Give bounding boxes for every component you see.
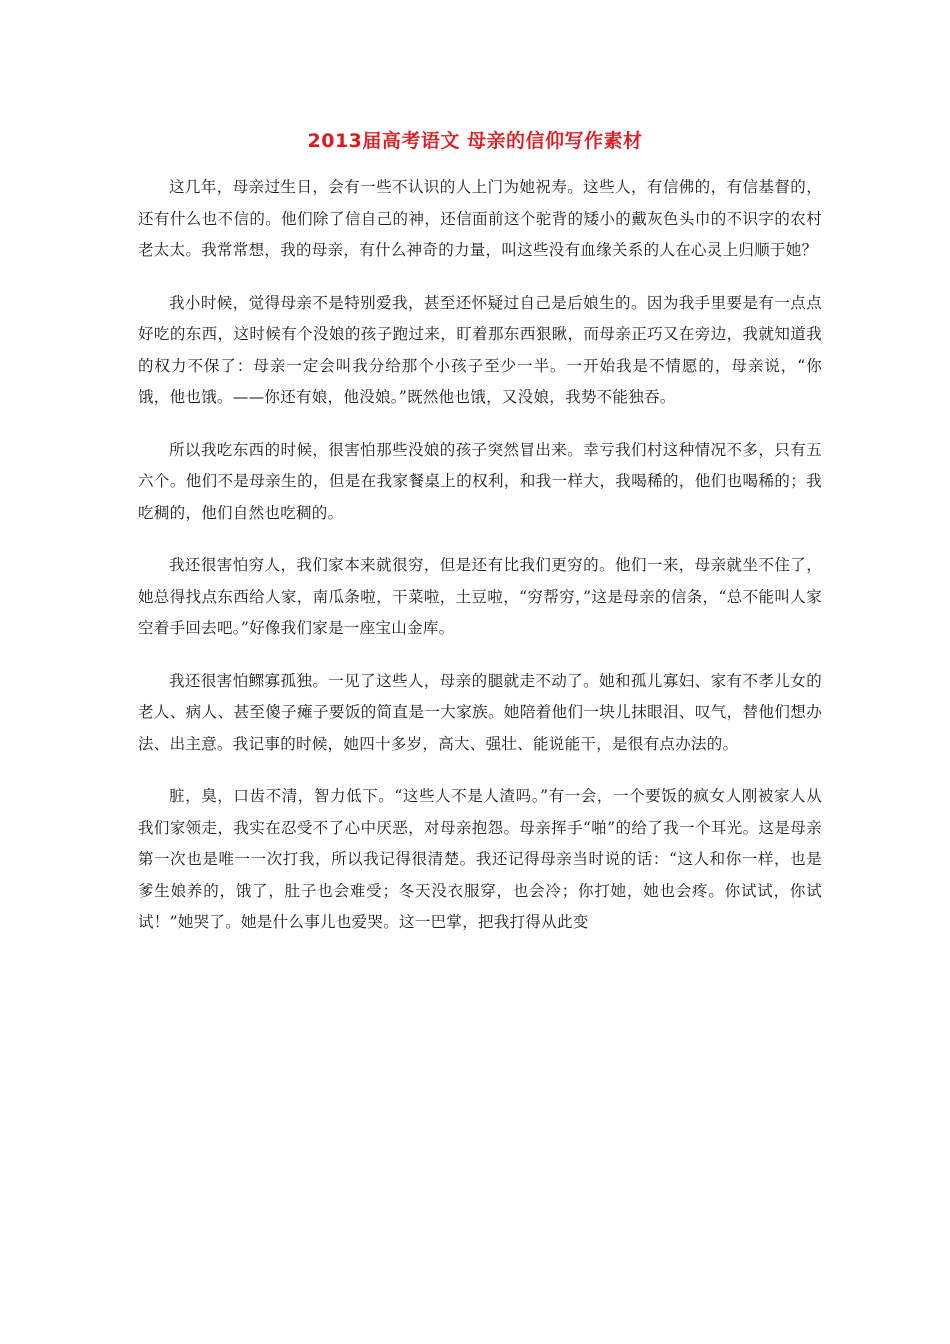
paragraph-5: 我还很害怕鳏寡孤独。一见了这些人，母亲的腿就走不动了。她和孤儿寡妇、家有不孝儿女的老人、病人、甚至傻子瘫子要饭的简直是一大家族。她陪着他们一块儿抹眼泪、叹气，替他们想办法、出主意。我记事的时候，她四十多岁，高大、强壮、能说能干，是很有点办法的。 [138, 671, 822, 753]
document-title: 2013届高考语文 母亲的信仰写作素材 [307, 130, 643, 152]
paragraph-3: 所以我吃东西的时候，很害怕那些没娘的孩子突然冒出来。幸亏我们村这种情况不多，只有五六个。他们不是母亲生的，但是在我家餐桌上的权利，和我一样大，我喝稀的，他们也喝稀的；我吃稠的，他们自然也吃稠的。 [138, 440, 822, 522]
document-body [138, 172, 822, 960]
paragraph-4: 我还很害怕穷人，我们家本来就很穷，但是还有比我们更穷的。他们一来，母亲就坐不住了，她总得找点东西给人家，南瓜条啦，干菜啦，土豆啦，“穷帮穷，”这是母亲的信条，“总不能叫人家空着手回去吧。”好像我们家是一座宝山金库。 [138, 556, 822, 637]
paragraph-1: 这几年，母亲过生日，会有一些不认识的人上门为她祝寿。这些人，有信佛的，有信基督的，还有什么也不信的。他们除了信自己的神，还信面前这个驼背的矮小的戴灰色头巾的不识字的农村老太太。我常常想，我的母亲，有什么神奇的力量，叫这些没有血缘关系的人在心灵上归顺于她？ [138, 178, 822, 259]
paragraph-6: 脏，臭，口齿不清，智力低下。“这些人不是人渣吗。”有一会，一个要饭的疯女人刚被家人从我们家领走，我实在忍受不了心中厌恶，对母亲抱怨。母亲挥手“啪”的给了我一个耳光。这是母亲第一次也是唯一一次打我，所以我记得很清楚。我还记得母亲当时说的话：“这人和你一样，也是爹生娘养的，饿了，肚子也会难受；冬天没衣服穿，也会冷；你打她，她也会疼。你试试，你试试！”她哭了。她是什么事儿也爱哭。这一巴掌，把我打得从此变 [138, 787, 822, 931]
paragraph-2: 我小时候，觉得母亲不是特别爱我，甚至还怀疑过自己是后娘生的。因为我手里要是有一点点好吃的东西，这时候有个没娘的孩子跑过来，盯着那东西狠瞅，而母亲正巧又在旁边，我就知道我的权力不保了：母亲一定会叫我分给那个小孩子至少一半。一开始我是不情愿的，母亲说，“你饿，他也饿。——你还有娘，他没娘。”既然他也饿，又没娘，我势不能独吞。 [138, 293, 822, 406]
